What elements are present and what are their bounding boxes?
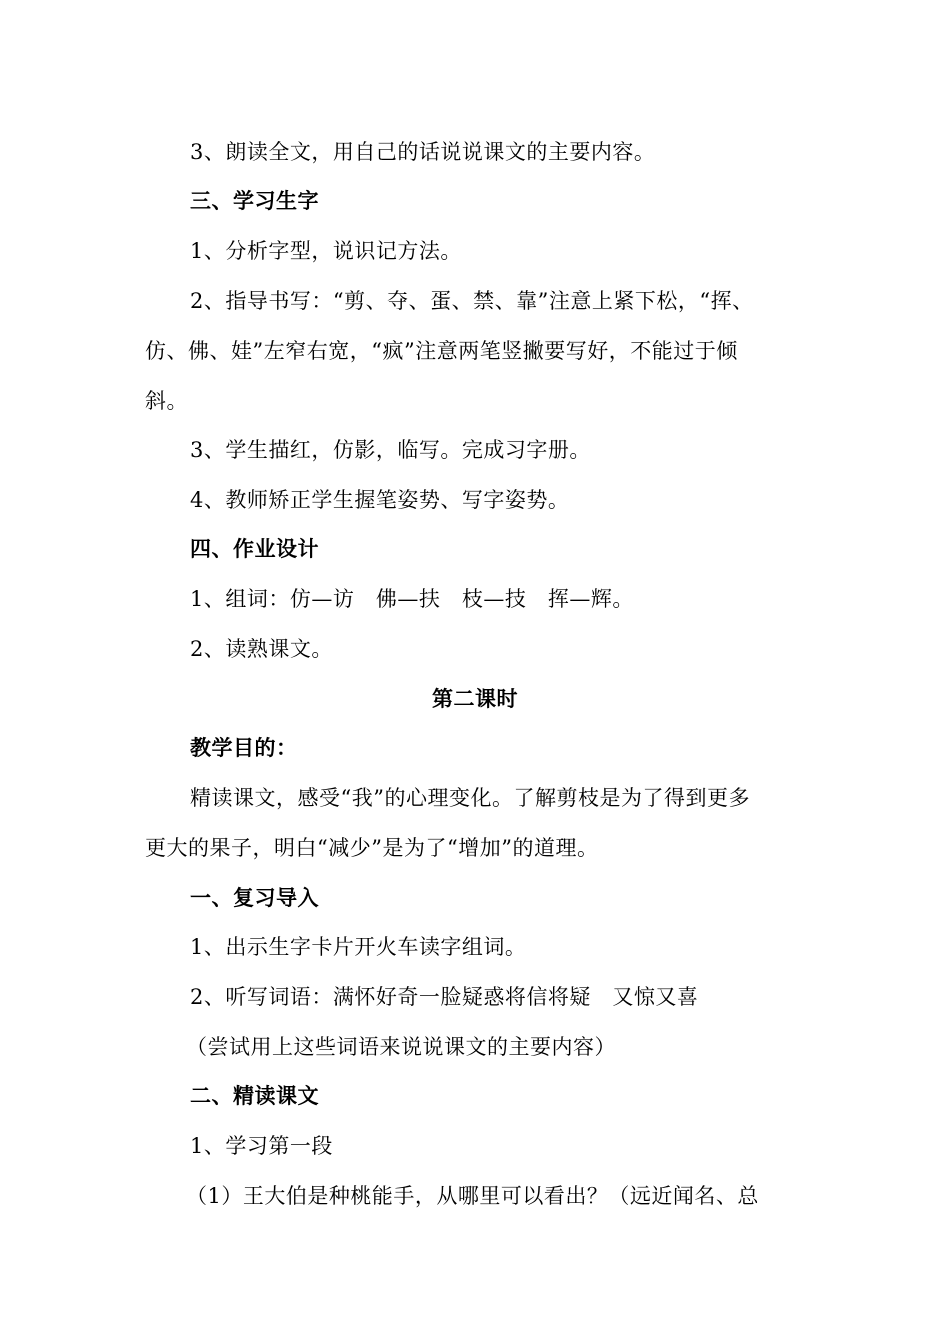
step-tracing-practice: 3、学生描红，仿影，临写。完成习字册。 (190, 438, 591, 462)
objectives-text-cont: 更大的果子，明白“减少”是为了“增加”的道理。 (145, 836, 599, 860)
section-heading-review: 一、复习导入 (190, 886, 319, 910)
step-posture-correction: 4、教师矫正学生握笔姿势、写字姿势。 (190, 488, 570, 512)
step-read-aloud: 3、朗读全文，用自己的话说说课文的主要内容。 (190, 140, 656, 164)
review-dictation: 2、听写词语：满怀好奇一脸疑惑将信将疑 又惊又喜 (190, 985, 699, 1009)
lesson-title: 第二课时 (432, 687, 518, 711)
step-writing-guidance: 2、指导书写：“剪、夺、蛋、禁、靠”注意上紧下松，“挥、 (190, 289, 754, 313)
review-note: （尝试用上这些词语来说说课文的主要内容） (186, 1035, 616, 1059)
objectives-text: 精读课文，感受“我”的心理变化。了解剪枝是为了得到更多 (190, 786, 750, 810)
homework-word-groups: 1、组词：仿—访 佛—扶 枝—技 挥—辉。 (190, 587, 634, 611)
question-one: （1）王大伯是种桃能手，从哪里可以看出？（远近闻名、总 (186, 1184, 759, 1208)
study-paragraph-one: 1、学习第一段 (190, 1134, 333, 1158)
section-heading-learn-characters: 三、学习生字 (190, 189, 319, 213)
step-analyze-characters: 1、分析字型，说识记方法。 (190, 239, 462, 263)
step-writing-guidance-end: 斜。 (145, 389, 188, 413)
step-writing-guidance-cont: 仿、佛、娃”左窄右宽，“疯”注意两笔竖撇要写好，不能过于倾 (145, 339, 738, 363)
section-heading-close-reading: 二、精读课文 (190, 1084, 319, 1108)
section-heading-homework: 四、作业设计 (190, 537, 319, 561)
objectives-heading: 教学目的： (190, 736, 298, 760)
homework-read-text: 2、读熟课文。 (190, 637, 333, 661)
review-flashcards: 1、出示生字卡片开火车读字组词。 (190, 935, 527, 959)
